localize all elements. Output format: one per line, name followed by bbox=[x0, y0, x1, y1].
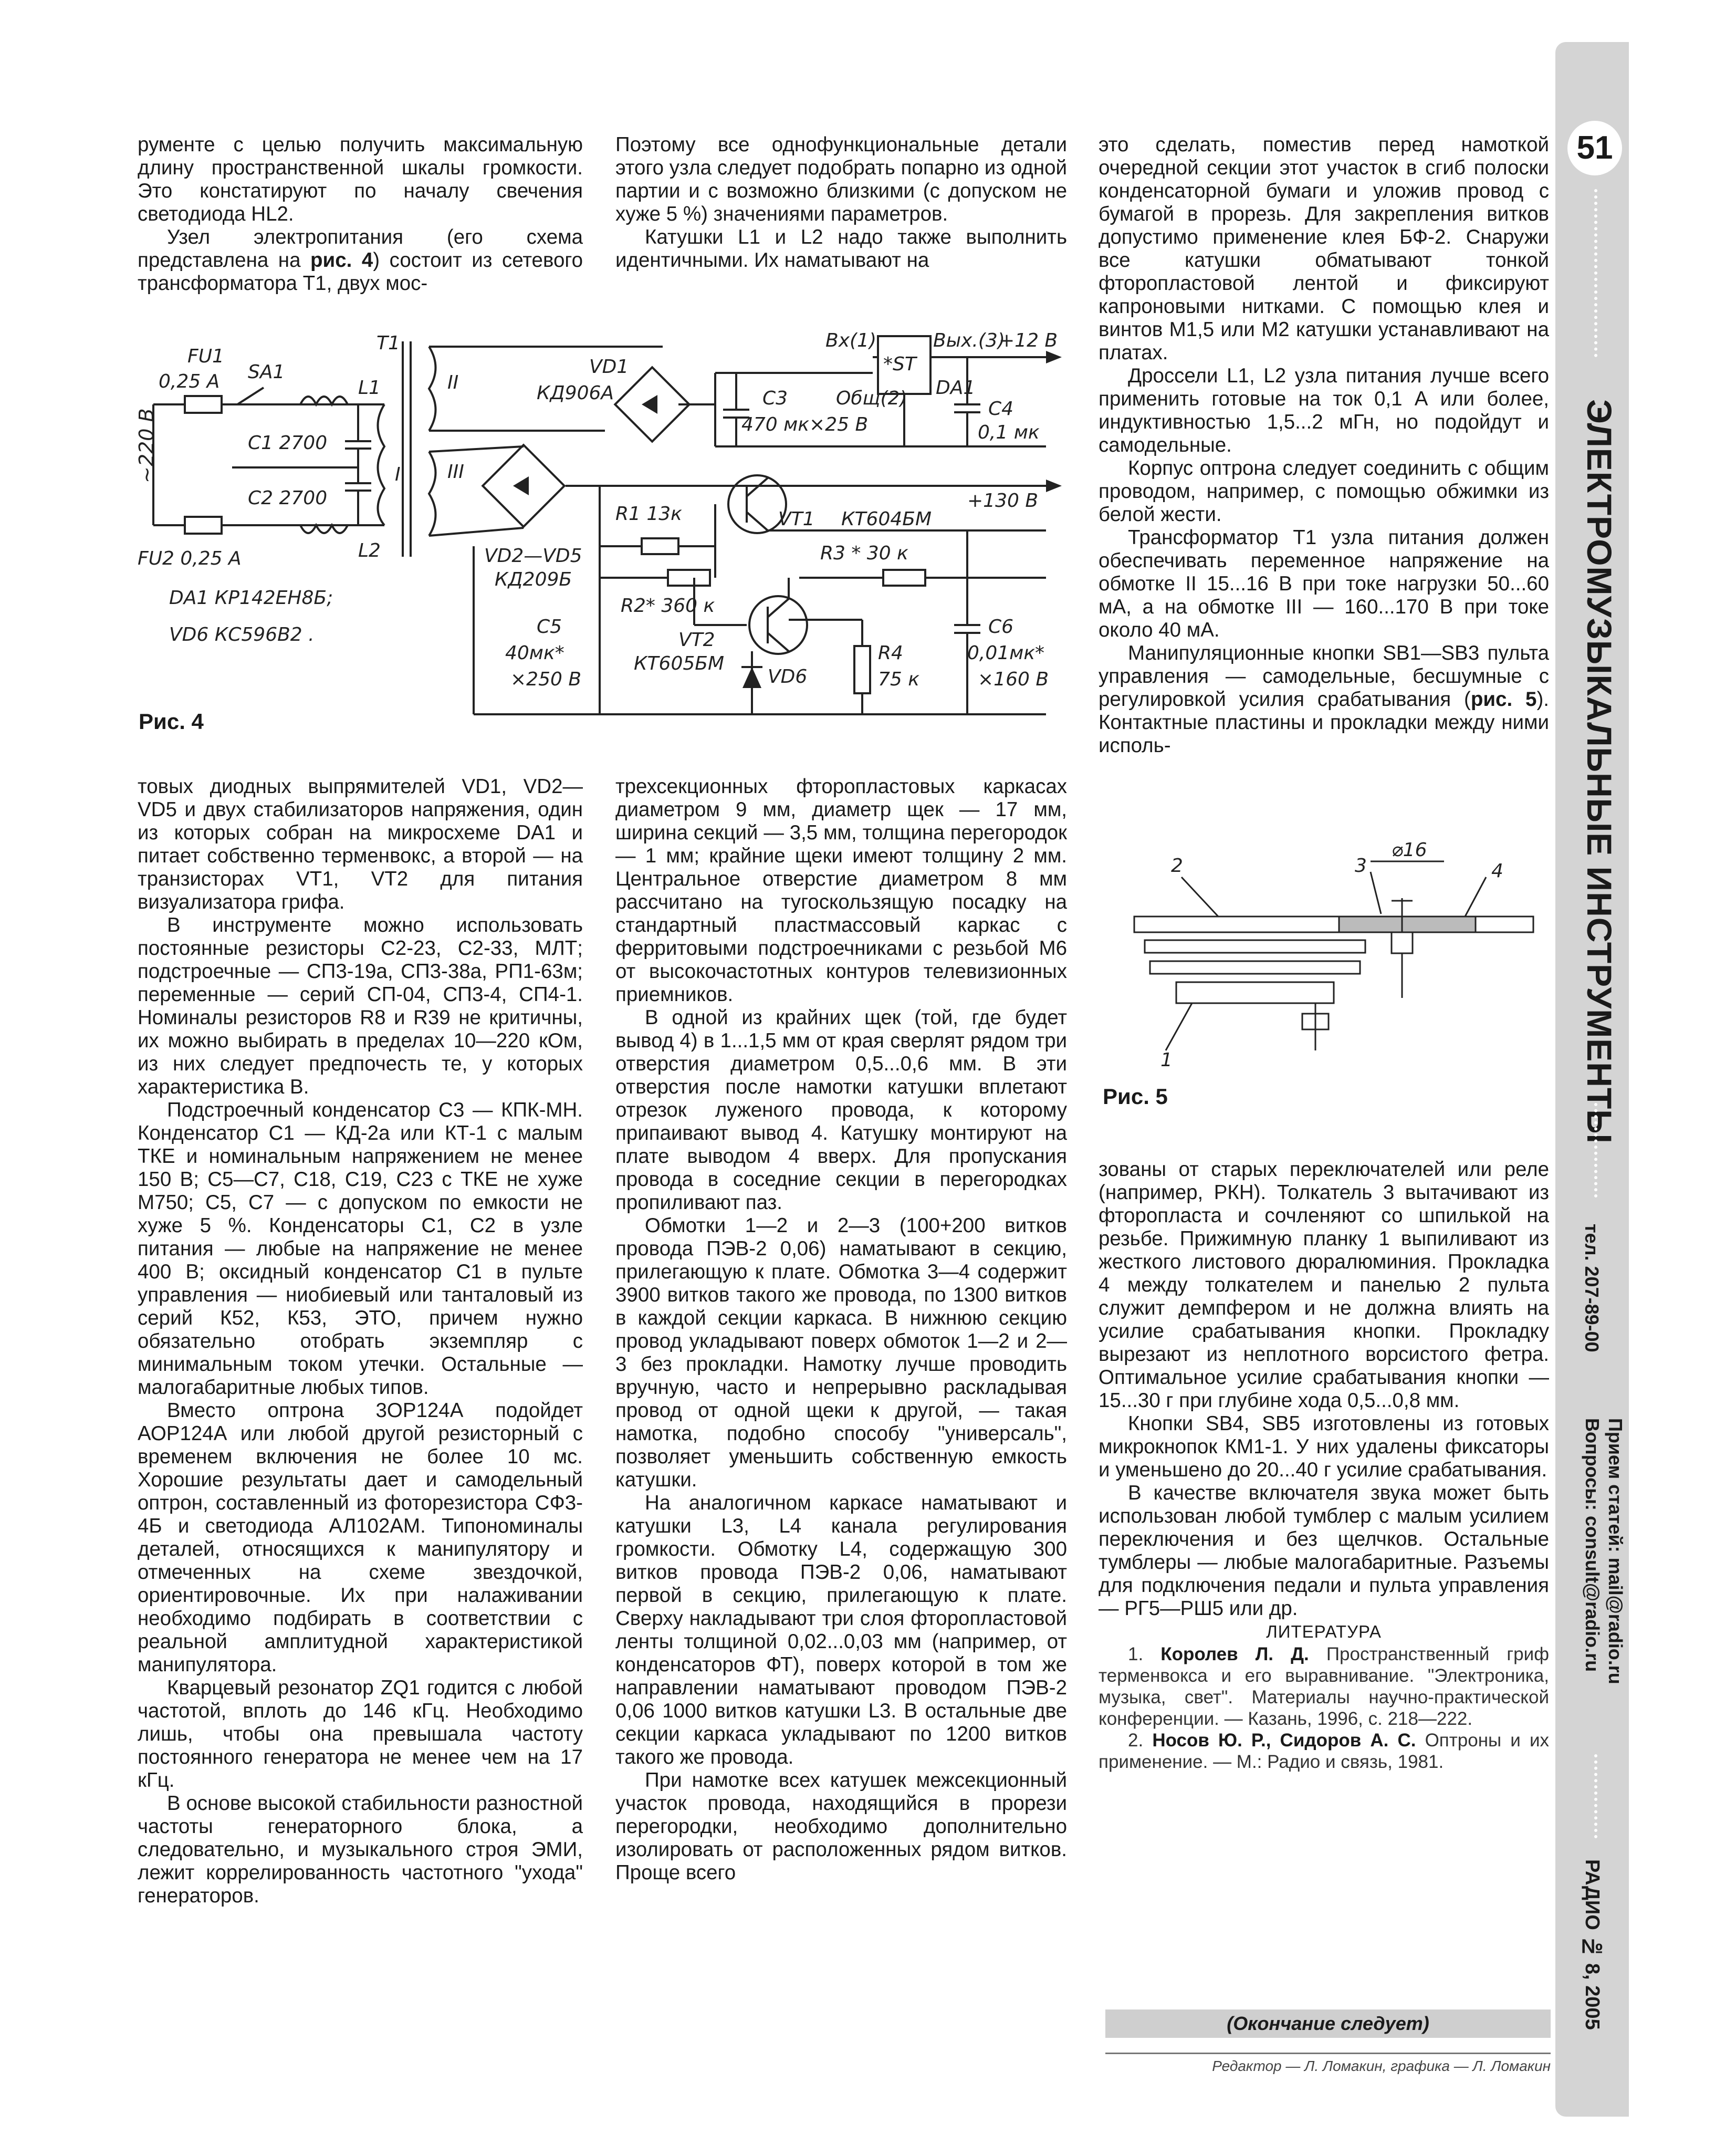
label-t1: T1 bbox=[377, 332, 400, 354]
label-r1: R1 13к bbox=[615, 503, 682, 525]
paragraph: Дроссели L1, L2 узла питания лучше всего применить готовые на ток 0,1 А или более, индуктивностью 1,5...2 мГн, но подойдут и самодельные. bbox=[1099, 365, 1549, 456]
label-winding-3: III bbox=[447, 461, 464, 483]
label-vd1-type: КД906А bbox=[537, 382, 614, 404]
label-r2: R2* 360 к bbox=[621, 595, 715, 617]
label-diameter: ⌀16 bbox=[1392, 839, 1427, 861]
paragraph: Кнопки SB4, SB5 изготовлены из готовых микрокнопок КМ1-1. У них удалены фиксаторы и уменьшено до 20...40 г усилие срабатывания. bbox=[1099, 1412, 1549, 1481]
label-r4-value: 75 к bbox=[878, 669, 919, 690]
dotted-divider bbox=[1594, 1754, 1604, 1838]
label-vd1: VD1 bbox=[589, 356, 629, 378]
paragraph: Манипуляционные кнопки SB1—SB3 пульта управления — самодельные, бесшумные с регулировкой усилия срабатывания (рис. 5). Контактные пластины и прокладки между ними исполь- bbox=[1099, 642, 1549, 757]
label-winding-1: I bbox=[395, 464, 401, 485]
paragraph: Трансформатор Т1 узла питания должен обеспечивать переменное напряжение на обмотке II 15...16 В при токе нагрузки 50...60 мА, а на обмотке III — 160...170 В при токе около 40 мА. bbox=[1099, 526, 1549, 641]
label-winding-2: II bbox=[447, 372, 459, 393]
label-part-3: 3 bbox=[1355, 855, 1367, 877]
paragraph: Узел электропитания (его схема представлена на рис. 4) состоит из сетевого трансформатора Т1, двух мос- bbox=[138, 226, 583, 295]
paragraph: трехсекционных фторопластовых каркасах диаметром 9 мм, диаметр щек — 17 мм, ширина секций — 3,5 мм, толщина перегородок — 1 мм; крайние щеки имеют толщину 2 мм. Центральное отверстие диаметром 8 мм рассчитано на тугоскользящую посадку на стандартный пластмассовый каркас с ферритовыми подстроечниками с резьбой М6 от высокочастотных контуров телевизионных приемников. bbox=[615, 775, 1067, 1006]
label-vd2-vd5: VD2—VD5 bbox=[484, 545, 582, 567]
reference-2: 2. Носов Ю. Р., Сидоров А. С. Оптроны и их применение. — М.: Радио и связь, 1981. bbox=[1099, 1730, 1550, 1772]
label-r3: R3 * 30 к bbox=[820, 543, 908, 564]
paragraph: Поэтому все однофункциональные детали этого узла следует подобрать попарно из одной партии и с возможно близкими (с допуском не хуже 5 %) значениями параметров. bbox=[615, 133, 1067, 225]
paragraph: Кварцевый резонатор ZQ1 годится с любой частотой, вплоть до 146 кГц. Необходимо лишь, чтобы она превышала частоту постоянного генератора не менее чем на 17 кГц. bbox=[138, 1677, 583, 1792]
literature-heading: ЛИТЕРАТУРА bbox=[1266, 1622, 1382, 1641]
paragraph: рументе с целью получить максимальную длину пространственной шкалы громкости. Это констатируют по началу свечения светодиода HL2. bbox=[138, 133, 583, 225]
column-1-bottom bbox=[138, 775, 583, 1908]
label-fu1: FU1 bbox=[187, 346, 224, 367]
section-title: ЭЛЕКТРОМУЗЫКАЛЬНЫЕ ИНСТРУМЕНТЫ bbox=[1580, 399, 1619, 1144]
label-part-1: 1 bbox=[1160, 1049, 1173, 1071]
label-c3: C3 bbox=[762, 388, 788, 409]
paragraph: Обмотки 1—2 и 2—3 (100+200 витков провода ПЭВ-2 0,06) наматывают в секцию, прилегающую к плате. Обмотка 3—4 содержит 3900 витков такого же провода, по 1300 витков в каждой секции каркаса. В нижнюю секцию провод укладывают поверх обмоток 1—2 и 2—3 без прокладки. Намотку лучше проводить вручную, часто и непрерывно раскладывая провод от одной щеки к другой, — такая намотка, подобно способу "универсаль", позволяет уменьшить собственную емкость катушки. bbox=[615, 1214, 1067, 1491]
editor-credits: Редактор — Л. Ломакин, графика — Л. Ломакин bbox=[1212, 2058, 1551, 2074]
label-da1-note: DA1 КР142ЕН8Б; bbox=[169, 587, 333, 609]
label-vd6-note: VD6 КС596В2 . bbox=[169, 624, 315, 645]
paragraph: Корпус оптрона следует соединить с общим проводом, например, с помощью обжимки из белой жести. bbox=[1099, 457, 1549, 526]
reference-1: 1. Королев Л. Д. Пространственный гриф терменвокса и его выравнивание. "Электроника, музыка, свет". Материалы научно-практической конференции. — Казань, 1996, с. 218—222. bbox=[1099, 1644, 1549, 1729]
paragraph: В одной из крайних щек (той, где будет вывод 4) в 1...1,5 мм от края сверлят рядом три отверстия диаметром 0,5...0,6 мм. В эти отверстия после намотки катушки вплетают отрезок луженого провода, к которому припаивают вывод 4. Катушку монтируют на плате выводом 4 вверх. Для пропускания провода в соседние секции в перегородках пропиливают паз. bbox=[615, 1006, 1067, 1214]
label-vt2-type: КТ605БМ bbox=[634, 653, 725, 674]
label-l2: L2 bbox=[358, 540, 381, 561]
editorial-contacts: Прием статей: mail@radio.ru Вопросы: consult@radio.ru bbox=[1582, 1418, 1626, 1684]
paragraph: На аналогичном каркасе наматывают и катушки L3, L4 канала регулирования громкости. Обмотку L4, содержащую 300 витков провода ПЭВ-2 0,06, наматывают первой в секцию, прилегающую к плате. Сверху накладывают три слоя фторопластовой ленты толщиной 0,02...0,03 мм (например, от конденсаторов ФТ), поверх которой в том же направлении наматывают проводом ПЭВ-2 0,06 1000 витков катушки L3. В остальные две секции каркаса укладывают по 1200 витков такого же провода. bbox=[615, 1492, 1067, 1768]
label-c6: C6 bbox=[988, 616, 1014, 638]
editorial-phone: тел. 207-89-00 bbox=[1581, 1224, 1603, 1352]
label-c3-value: 470 мк×25 В bbox=[741, 414, 869, 435]
dotted-divider bbox=[1594, 189, 1604, 357]
column-3-bottom bbox=[1099, 1158, 1549, 1773]
figure-4-caption: Рис. 4 bbox=[139, 709, 204, 734]
label-c6-value-1: 0,01мк* bbox=[967, 642, 1045, 664]
label-common: Общ(2) bbox=[836, 388, 907, 409]
page-number: 51 bbox=[1567, 121, 1622, 175]
label-c5: C5 bbox=[537, 616, 562, 638]
label-fu2: FU2 0,25 А bbox=[138, 548, 242, 569]
label-c1: C1 2700 bbox=[248, 432, 328, 454]
dotted-divider bbox=[1594, 1103, 1604, 1198]
label-da1: DA1 bbox=[936, 377, 976, 399]
label-vt1-type: КТ604БМ bbox=[841, 508, 932, 530]
label-r4: R4 bbox=[878, 642, 903, 664]
paragraph: В качестве включателя звука может быть использован любой тумблер с малым усилием переключения и без щелчков. Остальные тумблеры — любые малогабаритные. Разъемы для подключения педали и пульта управления — РГ5—РШ5 или др. bbox=[1099, 1482, 1549, 1620]
paragraph: зованы от старых переключателей или реле (например, РКН). Толкатель 3 вытачивают из фторопласта и сочленяют со шпилькой на резьбе. Прижимную планку 1 выпиливают из жесткого листового дюралюминия. Прокладка 4 между толкателем и панелью 2 пульта служит демпфером и не должна влиять на усилие срабатывания кнопки. Прокладку вырезают из неплотного ворсистого фетра. Оптимальное усилие срабатывания кнопки — 15...30 г при глубине хода 0,5...0,8 мм. bbox=[1099, 1158, 1549, 1412]
column-1-top bbox=[138, 133, 583, 295]
label-c4-value: 0,1 мк bbox=[978, 422, 1040, 443]
label-l1: L1 bbox=[358, 377, 381, 399]
label-mains: ~220 В bbox=[135, 408, 158, 483]
label-vd6: VD6 bbox=[768, 666, 808, 688]
figure-5-drawing bbox=[1129, 840, 1539, 1071]
label-c4: C4 bbox=[988, 398, 1014, 420]
figure-4-schematic bbox=[135, 326, 1067, 725]
label-input: Вх(1) bbox=[825, 330, 876, 351]
label-vt2: VT2 bbox=[678, 629, 715, 651]
paragraph: При намотке всех катушек межсекционный участок провода, находящийся в прорези перегородки, необходимо дополнительно изолировать от расположенных рядом витков. Проще всего bbox=[615, 1769, 1067, 1884]
issue-info: РАДИО № 8, 2005 bbox=[1581, 1859, 1603, 2030]
label-st: *ST bbox=[883, 353, 916, 375]
paragraph: В инструменте можно использовать постоянные резисторы С2-23, С2-33, МЛТ; подстроечные — СП3-19а, СП3-38а, РП1-63м; переменные — серий СП-04, СП3-4, СП4-1. Номиналы резисторов R8 и R39 не критичны, их можно выбирать в пределах 10—220 кОм, из них следует предпочесть те, у которых характеристика В. bbox=[138, 914, 583, 1098]
label-c5-value-2: ×250 В bbox=[510, 669, 582, 690]
label-output: Вых.(3) bbox=[933, 330, 1005, 351]
paragraph: Подстроечный конденсатор С3 — КПК-МН. Конденсатор С1 — КД-2а или КТ-1 с малым ТКЕ и номинальным напряжением не менее 150 В; С5—С7, С18, С19, С23 с ТКЕ не хуже М750; С5, С7 — с допуском по емкости не хуже 5 %. Конденсаторы С1, С2 в узле питания — любые на напряжение не менее 400 В; оксидный конденсатор С1 в пульте управления — ниобиевый или танталовый из серий К52, К53, ЭТО, причем нужно обязательно отобрать экземпляр с минимальным током утечки. Остальные — малогабаритные любых типов. bbox=[138, 1099, 583, 1399]
label-c5-value-1: 40мк* bbox=[505, 642, 564, 664]
label-sa1: SA1 bbox=[248, 361, 285, 383]
label-part-4: 4 bbox=[1491, 860, 1503, 882]
label-plus-130v: +130 В bbox=[967, 490, 1039, 512]
paragraph: В основе высокой стабильности разностной частоты генераторного блока, а следовательно, и музыкального строя ЭМИ, лежит коррелированность частотного "ухода" генераторов. bbox=[138, 1792, 583, 1907]
column-3-top bbox=[1099, 133, 1549, 757]
column-2-top bbox=[615, 133, 1067, 272]
to-be-continued-note: (Окончание следует) bbox=[1105, 2009, 1551, 2038]
paragraph: Катушки L1 и L2 надо также выполнить идентичными. Их наматывают на bbox=[615, 226, 1067, 272]
label-plus-12v: +12 В bbox=[999, 330, 1058, 351]
column-2-bottom bbox=[615, 775, 1067, 1884]
label-part-2: 2 bbox=[1171, 855, 1183, 877]
paragraph: Вместо оптрона 3ОР124А подойдет АОР124А или любой другой резисторный с временем включения не более 10 мс. Хорошие результаты дает и самодельный оптрон, составленный из фоторезистора СФ3-4Б и светодиода АЛ102АМ. Типономиналы деталей, относящихся к манипулятору и отмеченных на схеме звездочкой, ориентировочные. Их при налаживании необходимо подбирать в соответствии с реальной амплитудной характеристикой манипулятора. bbox=[138, 1399, 583, 1676]
paragraph: товых диодных выпрямителей VD1, VD2— VD5 и двух стабилизаторов напряжения, один из которых собран на микросхеме DA1 и питает собственно терменвокс, а второй — на транзисторах VT1, VT2 для питания визуализатора грифа. bbox=[138, 775, 583, 913]
paragraph: это сделать, поместив перед намоткой очередной секции этот участок в сгиб полоски конденсаторной бумаги и уложив провод с бумагой в прорезь. Для закрепления витков допустимо применение клея БФ-2. Снаружи все катушки обматывают тонкой фторопластовой лентой и фиксируют капроновыми нитками. С помощью клея и винтов М1,5 или М2 катушки устанавливают на платах. bbox=[1099, 133, 1549, 364]
credits-divider bbox=[1105, 2053, 1551, 2054]
label-fu1-value: 0,25 А bbox=[159, 371, 220, 392]
figure-5-caption: Рис. 5 bbox=[1103, 1084, 1168, 1109]
label-c6-value-2: ×160 В bbox=[978, 669, 1049, 690]
label-vt1: VT1 bbox=[778, 508, 815, 530]
label-c2: C2 2700 bbox=[248, 487, 328, 509]
label-vd2-vd5-type: КД209Б bbox=[495, 569, 572, 590]
